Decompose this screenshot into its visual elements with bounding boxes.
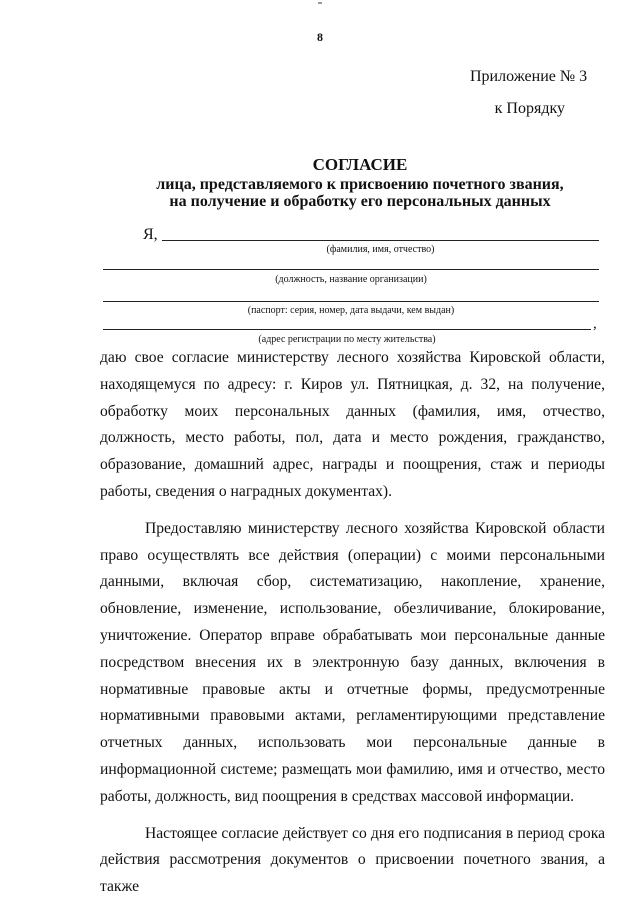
name-field-line[interactable] [162,240,599,241]
passport-field-line[interactable] [103,301,599,302]
appendix-label: Приложение № 3 [470,68,588,85]
page-number: 8 [317,30,323,44]
position-field-hint: (должность, название организации) [275,274,427,285]
form-prefix: Я, [143,226,158,243]
passport-field-hint: (паспорт: серия, номер, дата выдачи, кем выдан) [247,305,455,316]
consent-paragraph-3: Настоящее согласие действует со дня его подписания в период срока действия рассмотрения документов о присвоении почетного звания, а также [100,824,605,896]
order-reference: к Порядку [494,100,565,117]
document-subtitle-line2: на получение и обработку его персональных данных [169,193,551,210]
address-comma: , [593,316,597,332]
document-title: СОГЛАСИЕ [312,155,408,174]
document-subtitle-line1: лица, представляемого к присвоению почетного звания, [156,176,564,193]
consent-paragraph-1: даю свое согласие министерству лесного хозяйства Кировской области, находящемуся по адресу: г. Киров ул. Пятницкая, д. 32, на получение, обработку моих персональных данных (фамилия, имя, отчество, должность, место работы, пол, дата и место рождения, гражданство, образование, домашний адрес, награды и поощрения, стаж и периоды работы, сведения о наградных документах). [100,349,605,500]
address-field-line[interactable] [103,329,591,330]
consent-paragraph-2: Предоставляю министерству лесного хозяйства Кировской области право осуществлять все действия (операции) с моими персональными данными, включая сбор, систематизацию, накопление, хранение, обновление, изменение, использование, обезличивание, блокирование, уничтожение. Оператор вправе обрабатывать мои персональные данные посредством внесения их в электронную базу данных, включения в нормативные правовые акты и отчетные формы, предусмотренные нормативными правовыми актами, регламентирующими представление отчетных данных, использовать мои персональные данные в информационной системе; размещать мои фамилию, имя и отчество, место работы, должность, вид поощрения в средствах массовой информации. [100,519,605,805]
name-field-hint: (фамилия, имя, отчество) [326,244,435,255]
address-field-hint: (адрес регистрации по месту жительства) [258,334,436,345]
position-field-line[interactable] [103,269,599,270]
scan-mark [318,2,322,4]
consent-body [100,345,605,901]
